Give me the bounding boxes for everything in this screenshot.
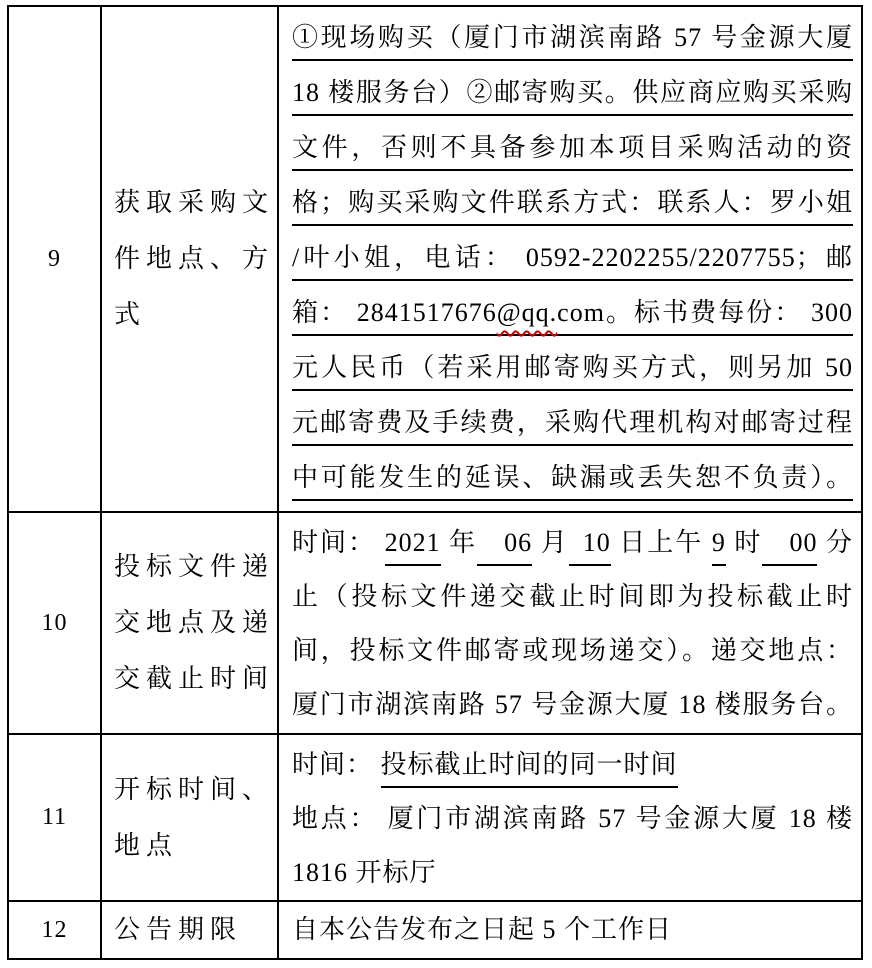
label-line: 式 bbox=[114, 300, 147, 329]
underlined-text: 2021 bbox=[385, 528, 441, 566]
label-line: 投标文件递 bbox=[114, 552, 275, 581]
content-line bbox=[292, 120, 853, 175]
underlined-text: 06 bbox=[477, 528, 532, 566]
underlined-text: 元邮寄费及手续费，采购代理机构对邮寄过程 bbox=[292, 408, 853, 446]
row-content-cell bbox=[278, 901, 862, 959]
spellcheck-flagged-text: @qq. bbox=[497, 298, 557, 336]
content-line bbox=[292, 340, 853, 395]
content-line bbox=[292, 285, 853, 340]
underlined-text: 投标截止时间的同一时间 bbox=[381, 750, 678, 788]
row-label-cell bbox=[101, 512, 278, 734]
content-line bbox=[292, 910, 853, 950]
row-number-cell: 10 bbox=[8, 512, 101, 734]
content-line bbox=[292, 678, 853, 732]
row-number-cell: 12 bbox=[8, 901, 101, 959]
content-line bbox=[292, 65, 853, 120]
table-row bbox=[8, 734, 862, 901]
label-line: 件地点、方 bbox=[114, 244, 275, 273]
label-line: 地点 bbox=[114, 830, 179, 860]
label-line: 公告期限 bbox=[114, 915, 243, 944]
content-line bbox=[292, 846, 853, 900]
text-segment: 止（投标文件递交截止时间即为投标截止时 bbox=[292, 582, 853, 611]
underlined-text: 文件，否则不具备参加本项目采购活动的资 bbox=[292, 133, 853, 171]
content-line bbox=[292, 624, 853, 678]
label-line: 交截止时间 bbox=[114, 664, 275, 693]
underlined-text: 中可能发生的延误、缺漏或丢失恕不负责）。 bbox=[292, 463, 853, 501]
content-line bbox=[292, 792, 853, 846]
underlined-text: /叶小姐，电话： 0592-2202255/2207755；邮 bbox=[292, 243, 853, 281]
content-line bbox=[292, 516, 853, 570]
underlined-text: 18 楼服务台）②邮寄购买。供应商应购买采购 bbox=[292, 78, 853, 116]
row-content-cell bbox=[278, 734, 862, 901]
underlined-text: 9 bbox=[712, 528, 726, 566]
text-segment: 日上午 bbox=[610, 528, 712, 557]
content-line bbox=[292, 570, 853, 624]
text-segment: 地点： 厦门市湖滨南路 57 号金源大厦 18 楼 bbox=[292, 804, 853, 833]
text-segment: 自本公告发布之日起 5 个工作日 bbox=[292, 915, 673, 944]
content-line bbox=[292, 450, 853, 505]
table-row bbox=[8, 512, 862, 734]
row-number-cell: 11 bbox=[8, 734, 101, 901]
text-segment: 时 bbox=[725, 528, 763, 557]
underlined-text: com。标书费每份： 300 bbox=[557, 298, 853, 336]
text-segment: 月 bbox=[532, 528, 569, 557]
text-segment: 分 bbox=[817, 528, 853, 557]
label-line: 交地点及递 bbox=[114, 608, 275, 637]
underlined-text: 箱： 2841517676 bbox=[292, 298, 497, 336]
text-segment: 年 bbox=[440, 528, 478, 557]
underlined-text: 元人民币（若采用邮寄购买方式，则另加 50 bbox=[292, 353, 853, 391]
underlined-text: ①现场购买（厦门市湖滨南路 57 号金源大厦 bbox=[292, 23, 853, 61]
label-line: 开标时间、 bbox=[114, 774, 275, 804]
underlined-text: 格；购买采购文件联系方式：联系人：罗小姐 bbox=[292, 188, 853, 226]
content-line bbox=[292, 175, 853, 230]
underlined-text: 00 bbox=[762, 528, 817, 566]
label-line: 获取采购文 bbox=[114, 188, 275, 217]
row-label-cell bbox=[101, 734, 278, 901]
table-body bbox=[8, 6, 862, 959]
procurement-notice-table bbox=[7, 5, 863, 960]
row-label-cell bbox=[101, 6, 278, 512]
text-segment: 间，投标文件邮寄或现场递交）。递交地点： bbox=[292, 636, 853, 665]
content-line bbox=[292, 738, 853, 792]
text-segment: 1816 开标厅 bbox=[292, 858, 437, 887]
content-line bbox=[292, 395, 853, 450]
content-line bbox=[292, 230, 853, 285]
row-number-cell: 9 bbox=[8, 6, 101, 512]
row-content-cell bbox=[278, 512, 862, 734]
content-line bbox=[292, 10, 853, 65]
table-row bbox=[8, 901, 862, 959]
row-label-cell bbox=[101, 901, 278, 959]
underlined-text: 10 bbox=[569, 528, 611, 566]
text-segment: 厦门市湖滨南路 57 号金源大厦 18 楼服务台。 bbox=[292, 690, 853, 719]
text-segment: 时间： bbox=[292, 750, 381, 779]
table-row bbox=[8, 6, 862, 512]
row-content-cell bbox=[278, 6, 862, 512]
text-segment: 时间： bbox=[292, 528, 385, 557]
